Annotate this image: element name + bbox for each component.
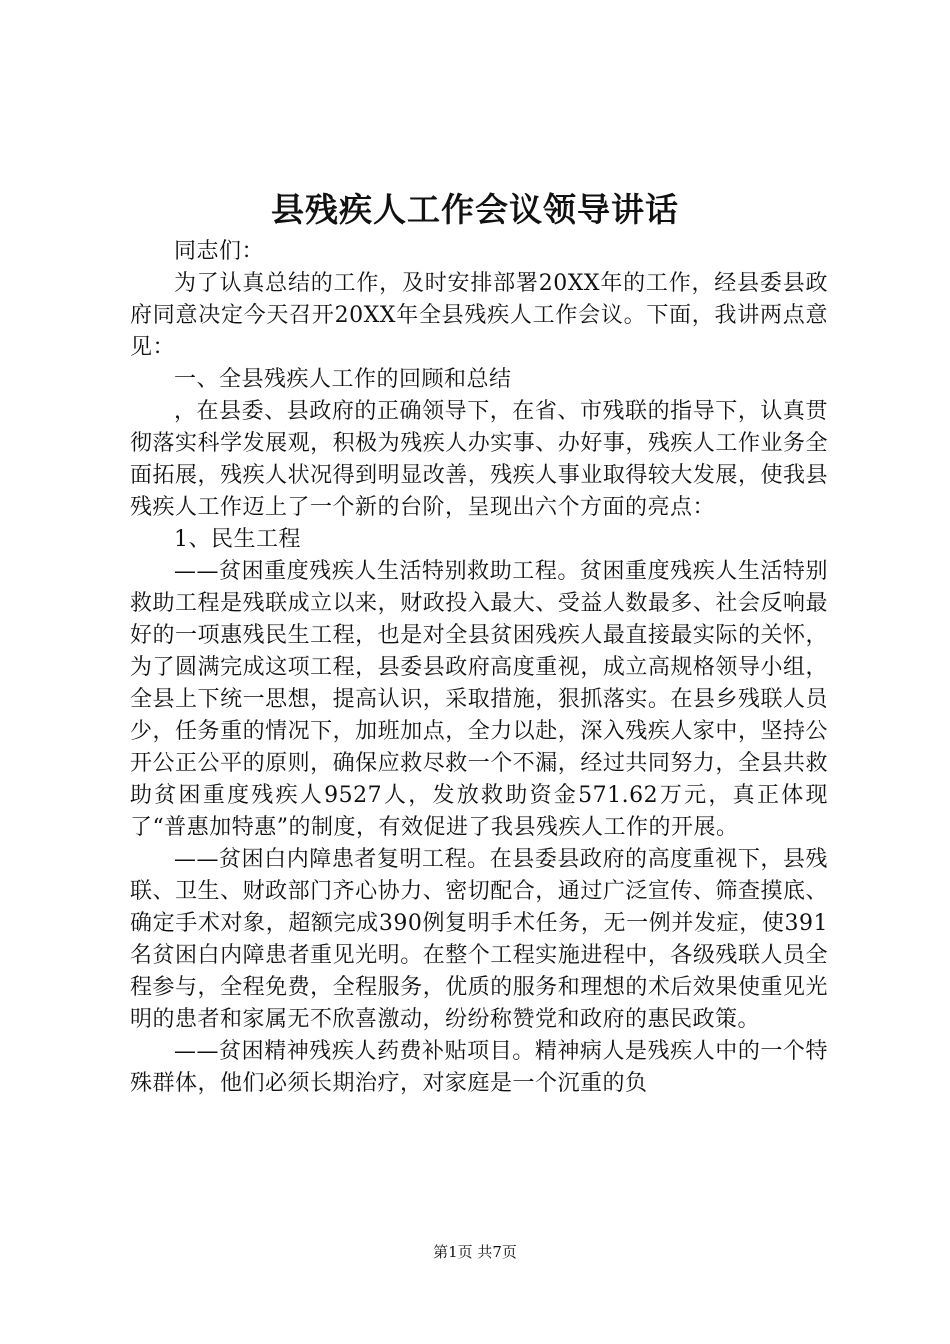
intro-paragraph: 为了认真总结的工作，及时安排部署20XX年的工作，经县委县政府同意决定今天召开20XX年全县残疾人工作会议。下面，我讲两点意见：	[130, 271, 828, 360]
subsection-heading: 1、民生工程	[174, 527, 301, 552]
mental-health-paragraph: ——贫困精神残疾人药费补贴项目。精神病人是残疾人中的一个特殊群体，他们必须长期治疗，对家庭是一个沉重的负	[130, 1039, 828, 1096]
document-body	[130, 236, 828, 1100]
summary-paragraph: ，在县委、县政府的正确领导下，在省、市残联的指导下，认真贯彻落实科学发展观，积极为残疾人办实事、办好事，残疾人工作业务全面拓展，残疾人状况得到明显改善，残疾人事业取得较大发展，使我县残疾人工作迈上了一个新的台阶，呈现出六个方面的亮点：	[130, 399, 828, 520]
cataract-project-paragraph: ——贫困白内障患者复明工程。在县委县政府的高度重视下，县残联、卫生、财政部门齐心协力、密切配合，通过广泛宣传、筛查摸底、确定手术对象，超额完成390例复明手术任务，无一例并发症，使391名贫困白内障患者重见光明。在整个工程实施进程中，各级残联人员全程参与，全程免费，全程服务，优质的服务和理想的术后效果使重见光明的患者和家属无不欣喜激动，纷纷称赞党和政府的惠民政策。	[130, 847, 828, 1032]
section-heading: 一、全县残疾人工作的回顾和总结	[174, 367, 512, 392]
salutation-paragraph: 同志们：	[174, 239, 265, 264]
page-footer: 第1页 共7页	[433, 1243, 517, 1261]
document-title: 县残疾人工作会议领导讲话	[271, 190, 679, 229]
relief-project-paragraph: ——贫困重度残疾人生活特别救助工程。贫困重度残疾人生活特别救助工程是残联成立以来，财政投入最大、受益人数最多、社会反响最好的一项惠残民生工程，也是对全县贫困残疾人最直接最实际的关怀，为了圆满完成这项工程，县委县政府高度重视，成立高规格领导小组，全县上下统一思想，提高认识，采取措施，狠抓落实。在县乡残联人员少，任务重的情况下，加班加点，全力以赴，深入残疾人家中，坚持公开公正公平的原则，确保应救尽救一个不漏，经过共同努力，全县共救助贫困重度残疾人9527人，发放救助资金571.62万元，真正体现了“普惠加特惠”的制度，有效促进了我县残疾人工作的开展。	[130, 559, 828, 840]
